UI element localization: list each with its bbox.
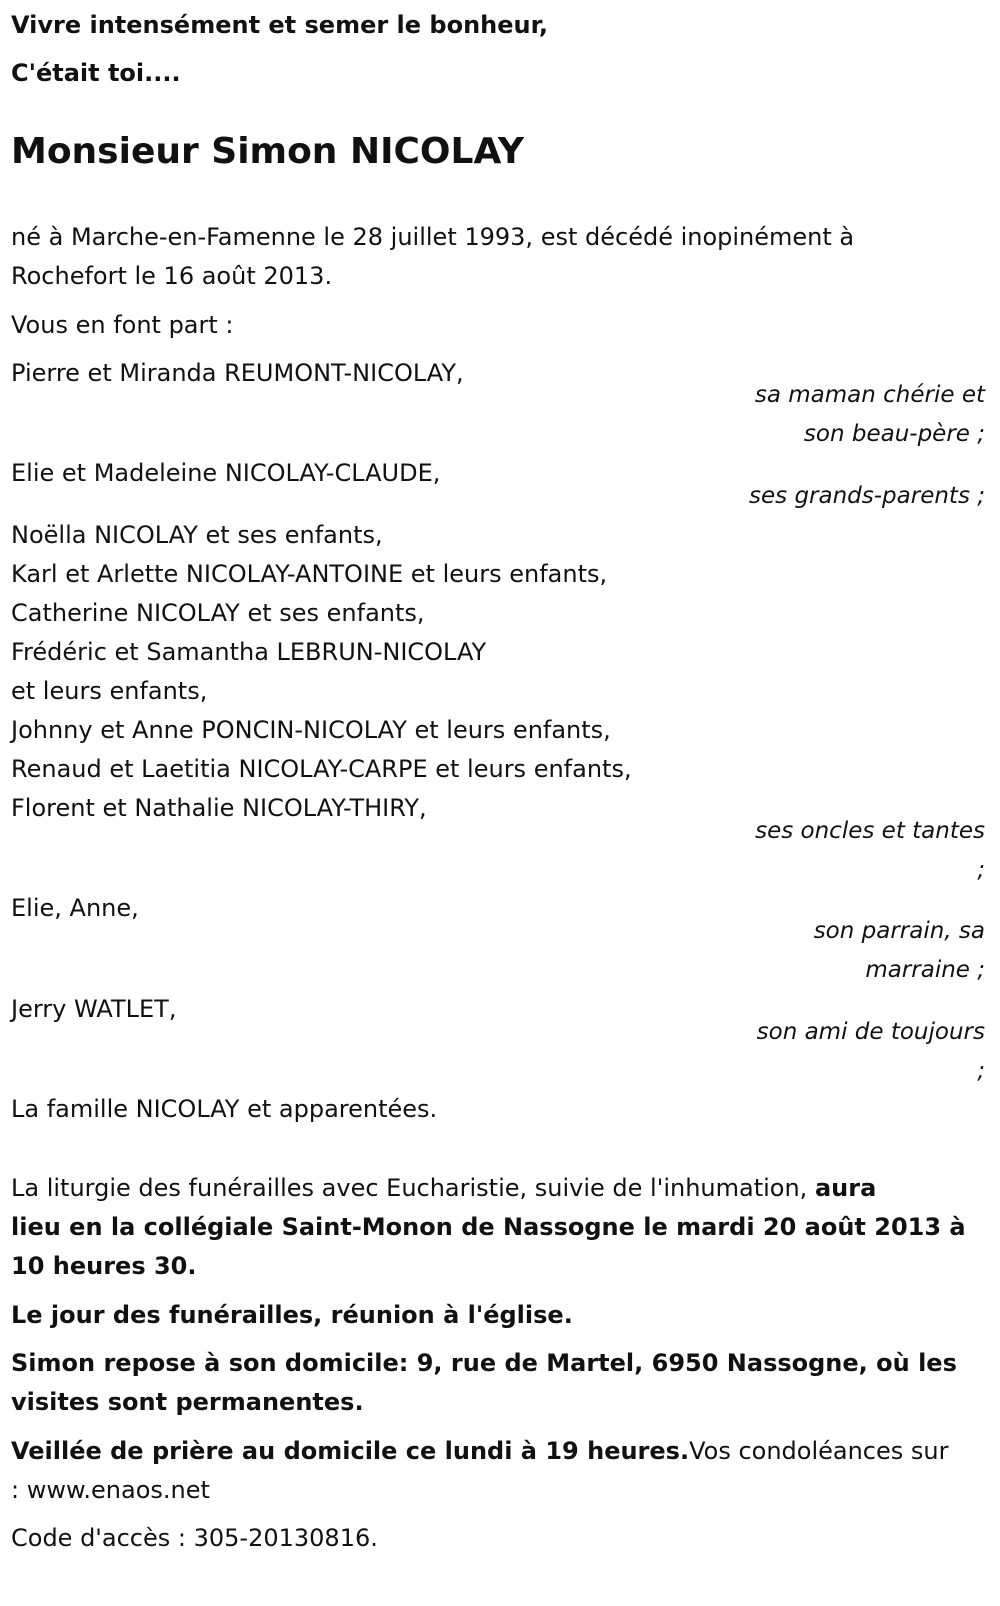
vigil-line — [11, 1432, 948, 1471]
motto-line-1: Vivre intensément et semer le bonheur, — [11, 11, 549, 39]
uncle-line: Florent et Nathalie NICOLAY-THIRY, — [11, 794, 427, 822]
uncle-line: Frédéric et Samantha LEBRUN-NICOLAY — [11, 638, 487, 666]
birth-line-2: Rochefort le 16 août 2013. — [11, 262, 333, 290]
family-godparents-role-2: marraine ; — [865, 957, 985, 983]
uncle-line: et leurs enfants, — [11, 677, 208, 705]
access-code: Code d'accès : 305-20130816. — [11, 1524, 378, 1552]
vigil-text: Veillée de prière au domicile ce lundi à 19 heures. — [11, 1437, 690, 1465]
funeral-meeting: Le jour des funérailles, réunion à l'église. — [11, 1301, 573, 1329]
announce-text: Vous en font part : — [11, 311, 234, 339]
family-parents-name: Pierre et Miranda REUMONT-NICOLAY, — [11, 359, 464, 387]
uncle-line: Johnny et Anne PONCIN-NICOLAY et leurs enfants, — [11, 716, 611, 744]
birth-line-1: né à Marche-en-Famenne le 28 juillet 1993, est décédé inopinément à — [11, 223, 855, 251]
uncle-line: Noëlla NICOLAY et ses enfants, — [11, 521, 383, 549]
family-relatives: La famille NICOLAY et apparentées. — [11, 1095, 438, 1123]
rest-line-1: Simon repose à son domicile: 9, rue de Martel, 6950 Nassogne, où les — [11, 1349, 957, 1377]
family-godparents-name: Elie, Anne, — [11, 894, 139, 922]
family-friend-role-1: son ami de toujours — [756, 1019, 985, 1045]
motto-line-2: C'était toi.... — [11, 59, 181, 87]
family-parents-role-2: son beau-père ; — [803, 421, 985, 447]
family-friend-name: Jerry WATLET, — [11, 995, 177, 1023]
family-uncles-role-1: ses oncles et tantes — [755, 818, 985, 844]
family-godparents-role-1: son parrain, sa — [813, 918, 985, 944]
family-friend-role-2: ; — [977, 1058, 985, 1084]
funeral-line-2: lieu en la collégiale Saint-Monon de Nassogne le mardi 20 août 2013 à — [11, 1213, 966, 1241]
family-uncles-role-2: ; — [977, 857, 985, 883]
funeral-line-1-bold: aura — [814, 1174, 877, 1202]
family-grandparents-role: ses grands-parents ; — [749, 483, 985, 509]
uncle-line: Catherine NICOLAY et ses enfants, — [11, 599, 425, 627]
funeral-line-1-text: La liturgie des funérailles avec Eucharistie, suivie de l'inhumation, — [11, 1174, 808, 1202]
uncle-line: Karl et Arlette NICOLAY-ANTOINE et leurs enfants, — [11, 560, 608, 588]
condolences-text: Vos condoléances sur — [689, 1437, 949, 1465]
obituary-notice — [11, 0, 991, 1606]
page-title: Monsieur Simon NICOLAY — [11, 131, 524, 172]
funeral-line-3: 10 heures 30. — [11, 1252, 197, 1280]
funeral-line-1 — [11, 1169, 876, 1208]
uncle-line: Renaud et Laetitia NICOLAY-CARPE et leurs enfants, — [11, 755, 632, 783]
family-parents-role-1: sa maman chérie et — [754, 382, 985, 408]
family-grandparents-name: Elie et Madeleine NICOLAY-CLAUDE, — [11, 459, 441, 487]
condolences-link[interactable]: : www.enaos.net — [11, 1476, 210, 1504]
rest-line-2: visites sont permanentes. — [11, 1388, 364, 1416]
